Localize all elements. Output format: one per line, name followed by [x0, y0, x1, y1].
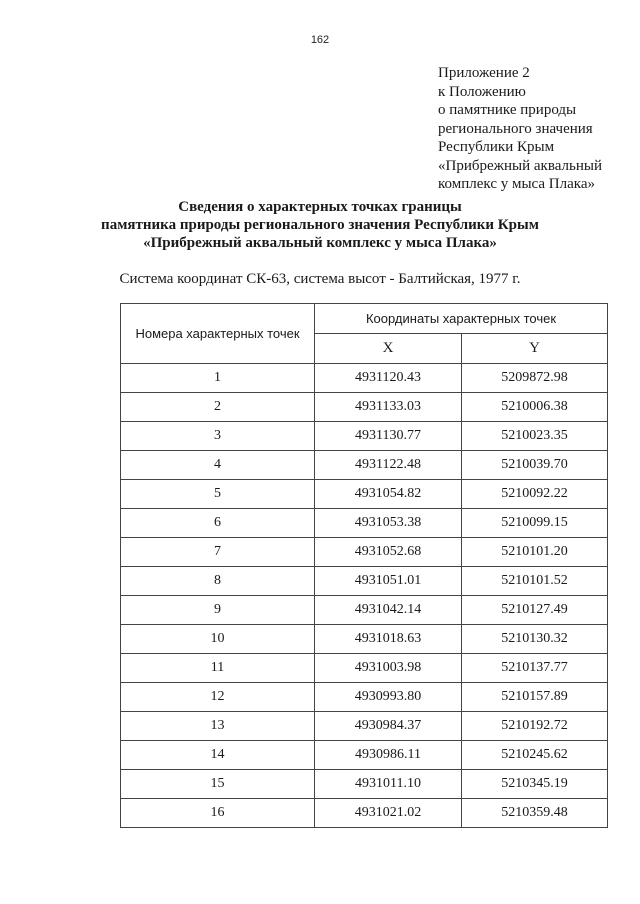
x-coordinate-cell: 4931042.14	[315, 596, 462, 625]
header-y: Y	[462, 334, 608, 364]
title-line: «Прибрежный аквальный комплекс у мыса Плака»	[143, 235, 497, 251]
table-row	[121, 393, 608, 422]
title-line: Сведения о характерных точках границы	[178, 199, 462, 215]
table-row	[121, 567, 608, 596]
point-number-cell: 9	[121, 596, 315, 625]
point-number-cell: 14	[121, 741, 315, 770]
x-coordinate-cell: 4931011.10	[315, 770, 462, 799]
point-number-cell: 2	[121, 393, 315, 422]
appendix-line: Приложение 2	[438, 65, 530, 81]
y-coordinate-cell: 5210092.22	[462, 480, 608, 509]
y-coordinate-cell: 5210101.52	[462, 567, 608, 596]
x-coordinate-cell: 4931133.03	[315, 393, 462, 422]
x-coordinate-cell: 4931052.68	[315, 538, 462, 567]
table-row	[121, 770, 608, 799]
point-number-cell: 12	[121, 683, 315, 712]
coordinates-table	[120, 303, 608, 828]
point-number-cell: 7	[121, 538, 315, 567]
point-number-cell: 16	[121, 799, 315, 828]
y-coordinate-cell: 5210359.48	[462, 799, 608, 828]
point-number-cell: 15	[121, 770, 315, 799]
y-coordinate-cell: 5210157.89	[462, 683, 608, 712]
x-coordinate-cell: 4931054.82	[315, 480, 462, 509]
table-row	[121, 741, 608, 770]
point-number-cell: 5	[121, 480, 315, 509]
document-title	[0, 198, 640, 252]
x-coordinate-cell: 4931018.63	[315, 625, 462, 654]
y-coordinate-cell: 5210245.62	[462, 741, 608, 770]
y-coordinate-cell: 5210192.72	[462, 712, 608, 741]
y-coordinate-cell: 5210130.32	[462, 625, 608, 654]
table-row	[121, 625, 608, 654]
table-row	[121, 509, 608, 538]
table-row	[121, 596, 608, 625]
header-points: Номера характерных точек	[121, 304, 315, 364]
point-number-cell: 1	[121, 364, 315, 393]
y-coordinate-cell: 5210023.35	[462, 422, 608, 451]
point-number-cell: 6	[121, 509, 315, 538]
point-number-cell: 8	[121, 567, 315, 596]
table-row	[121, 799, 608, 828]
x-coordinate-cell: 4931021.02	[315, 799, 462, 828]
y-coordinate-cell: 5210127.49	[462, 596, 608, 625]
x-coordinate-cell: 4931051.01	[315, 567, 462, 596]
header-coordinates: Координаты характерных точек	[315, 304, 608, 334]
x-coordinate-cell: 4931120.43	[315, 364, 462, 393]
point-number-cell: 13	[121, 712, 315, 741]
x-coordinate-cell: 4931122.48	[315, 451, 462, 480]
point-number-cell: 4	[121, 451, 315, 480]
table-body	[121, 364, 608, 828]
y-coordinate-cell: 5210101.20	[462, 538, 608, 567]
page-number: 162	[310, 34, 330, 46]
y-coordinate-cell: 5210345.19	[462, 770, 608, 799]
y-coordinate-cell: 5210039.70	[462, 451, 608, 480]
x-coordinate-cell: 4931053.38	[315, 509, 462, 538]
point-number-cell: 11	[121, 654, 315, 683]
appendix-line: о памятнике природы	[438, 102, 577, 118]
title-line: памятника природы регионального значения Республики Крым	[101, 217, 539, 233]
header-x: X	[315, 334, 462, 364]
table-row	[121, 654, 608, 683]
y-coordinate-cell: 5210137.77	[462, 654, 608, 683]
coordinate-system-note: Система координат СК-63, система высот - Балтийская, 1977 г.	[119, 271, 521, 287]
appendix-note	[438, 64, 602, 194]
x-coordinate-cell: 4931130.77	[315, 422, 462, 451]
y-coordinate-cell: 5209872.98	[462, 364, 608, 393]
x-coordinate-cell: 4930984.37	[315, 712, 462, 741]
table-row	[121, 364, 608, 393]
y-coordinate-cell: 5210006.38	[462, 393, 608, 422]
x-coordinate-cell: 4930986.11	[315, 741, 462, 770]
appendix-line: к Положению	[438, 83, 526, 100]
y-coordinate-cell: 5210099.15	[462, 509, 608, 538]
appendix-line: Республики Крым	[438, 139, 555, 155]
table-row	[121, 538, 608, 567]
x-coordinate-cell: 4930993.80	[315, 683, 462, 712]
x-coordinate-cell: 4931003.98	[315, 654, 462, 683]
appendix-line: «Прибрежный аквальный	[438, 157, 602, 174]
table-row	[121, 451, 608, 480]
table-row	[121, 422, 608, 451]
point-number-cell: 3	[121, 422, 315, 451]
table-row	[121, 683, 608, 712]
appendix-line: регионального значения	[438, 120, 593, 137]
point-number-cell: 10	[121, 625, 315, 654]
table-row	[121, 712, 608, 741]
table-row	[121, 480, 608, 509]
appendix-line: комплекс у мыса Плака»	[438, 176, 595, 192]
